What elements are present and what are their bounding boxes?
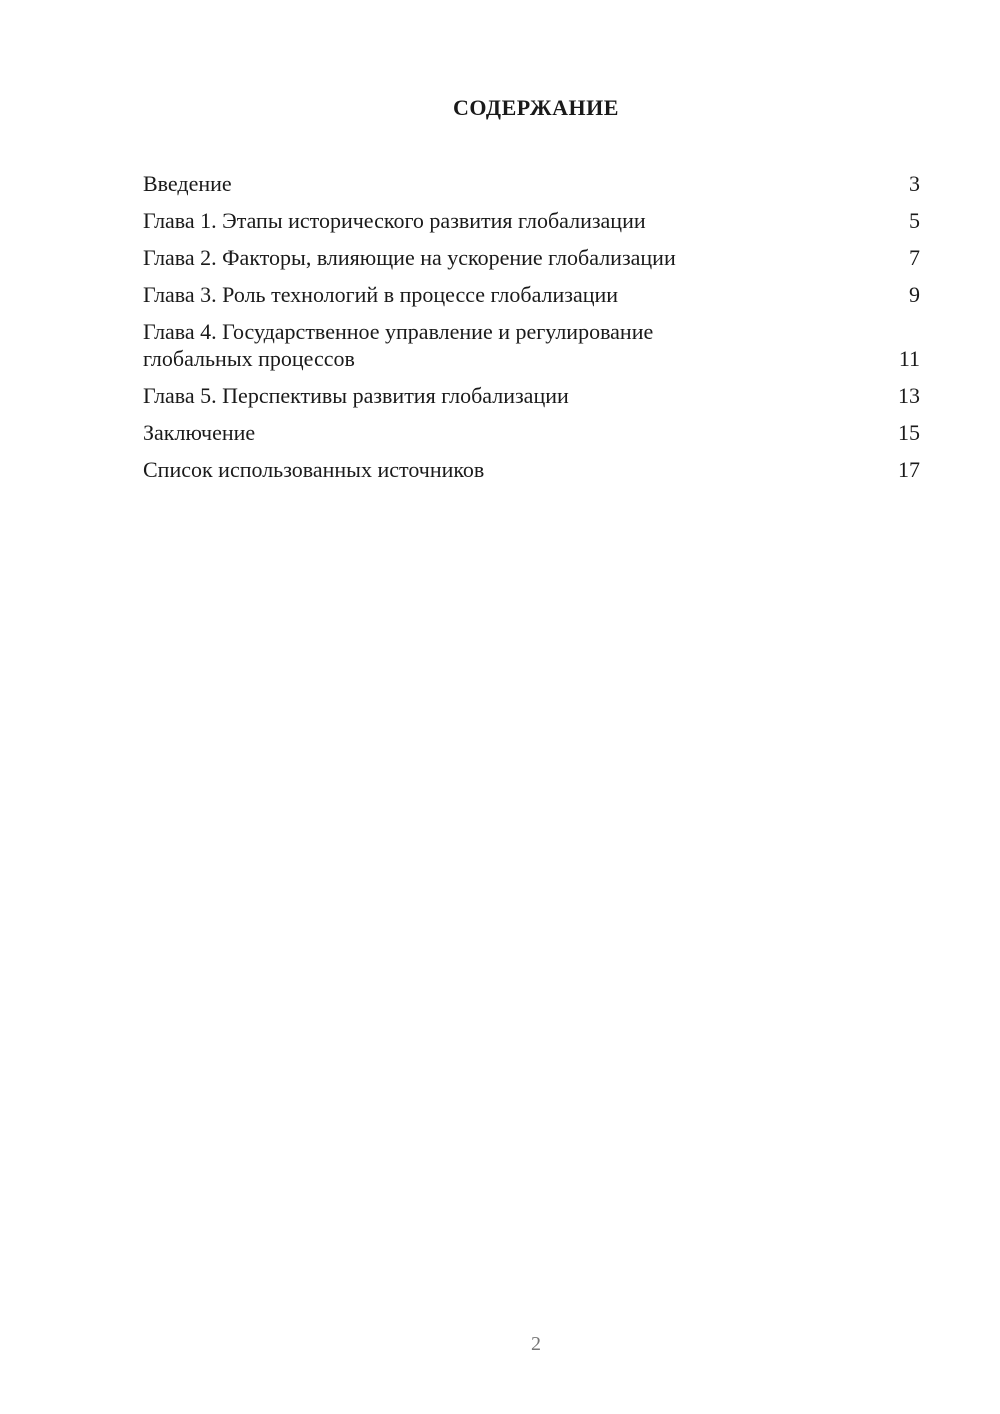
toc-entry-page: 9 <box>909 282 920 307</box>
toc-entry-chapter-1 <box>143 207 920 234</box>
toc-entry-label: Заключение <box>143 420 256 445</box>
toc-entry-label: Глава 2. Факторы, влияющие на ускорение глобализации <box>143 245 676 270</box>
toc-entry-label: Введение <box>143 171 232 196</box>
toc-entry-page: 7 <box>909 245 920 270</box>
toc-entry-page: 15 <box>898 420 920 445</box>
toc-entry-chapter-4 <box>143 318 920 372</box>
toc-entry-conclusion <box>143 419 920 446</box>
toc-entry-label-line-2: глобальных процессов <box>143 346 355 371</box>
page-number: 2 <box>531 1333 541 1355</box>
toc-entry-references <box>143 456 920 483</box>
toc-entry-label <box>143 318 890 372</box>
toc-entry-page: 3 <box>909 171 920 196</box>
toc-entry-page: 17 <box>898 457 920 482</box>
toc-entry-label-line-1: Глава 4. Государственное управление и регулирование <box>143 319 654 344</box>
toc-entry-chapter-2 <box>143 244 920 271</box>
table-of-contents <box>143 170 920 493</box>
toc-entry-label: Глава 3. Роль технологий в процессе глобализации <box>143 282 619 307</box>
toc-entry-label: Список использованных источников <box>143 457 485 482</box>
toc-entry-chapter-5 <box>143 382 920 409</box>
page-title: СОДЕРЖАНИЕ <box>453 95 619 120</box>
toc-entry-label: Глава 1. Этапы исторического развития глобализации <box>143 208 646 233</box>
toc-entry-chapter-3 <box>143 281 920 308</box>
toc-entry-page: 11 <box>898 346 920 371</box>
toc-entry-introduction <box>143 170 920 197</box>
toc-entry-page: 13 <box>898 383 920 408</box>
toc-entry-label: Глава 5. Перспективы развития глобализации <box>143 383 569 408</box>
toc-entry-page: 5 <box>909 208 920 233</box>
